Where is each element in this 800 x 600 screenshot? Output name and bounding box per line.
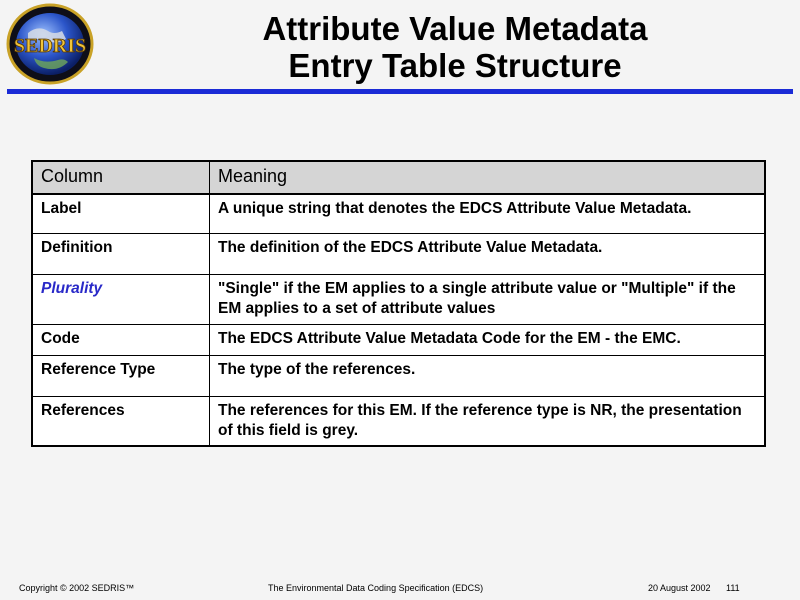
footer-copyright: Copyright © 2002 SEDRIS™ xyxy=(19,583,135,593)
row-column-cell: Label xyxy=(32,194,210,234)
row-meaning-cell: The definition of the EDCS Attribute Value Metadata. xyxy=(210,234,766,275)
logo-text: SEDRIS xyxy=(13,35,87,57)
entry-table xyxy=(31,160,766,447)
row-column-cell: Definition xyxy=(32,234,210,275)
row-column-cell: References xyxy=(32,397,210,447)
sedris-logo xyxy=(6,3,94,85)
row-column-cell: Reference Type xyxy=(32,356,210,397)
row-meaning-cell: A unique string that denotes the EDCS Attribute Value Metadata. xyxy=(210,194,766,234)
table-row xyxy=(32,397,765,447)
footer-date: 20 August 2002 xyxy=(648,583,711,593)
title-divider xyxy=(7,89,793,94)
row-column-cell-plurality: Plurality xyxy=(32,275,210,325)
table-header-row xyxy=(32,161,765,194)
row-meaning-cell: The type of the references. xyxy=(210,356,766,397)
footer-page-number: 111 xyxy=(726,583,740,593)
row-meaning-cell: The references for this EM. If the reference type is NR, the presentation of this field is grey. xyxy=(210,397,766,447)
table-row xyxy=(32,234,765,275)
table-row xyxy=(32,275,765,325)
table-row xyxy=(32,325,765,356)
table-row xyxy=(32,356,765,397)
title-line-1: Attribute Value Metadata xyxy=(262,10,648,47)
header-column: Column xyxy=(32,161,210,194)
title-line-2: Entry Table Structure xyxy=(288,47,622,84)
row-meaning-cell: "Single" if the EM applies to a single attribute value or "Multiple" if the EM applies to a set of attribute values xyxy=(210,275,766,325)
row-column-cell: Code xyxy=(32,325,210,356)
footer-document-title: The Environmental Data Coding Specification (EDCS) xyxy=(268,583,484,593)
header-meaning: Meaning xyxy=(210,161,766,194)
table-row xyxy=(32,194,765,234)
row-meaning-cell: The EDCS Attribute Value Metadata Code for the EM - the EMC. xyxy=(210,325,766,356)
page-title xyxy=(120,10,790,84)
